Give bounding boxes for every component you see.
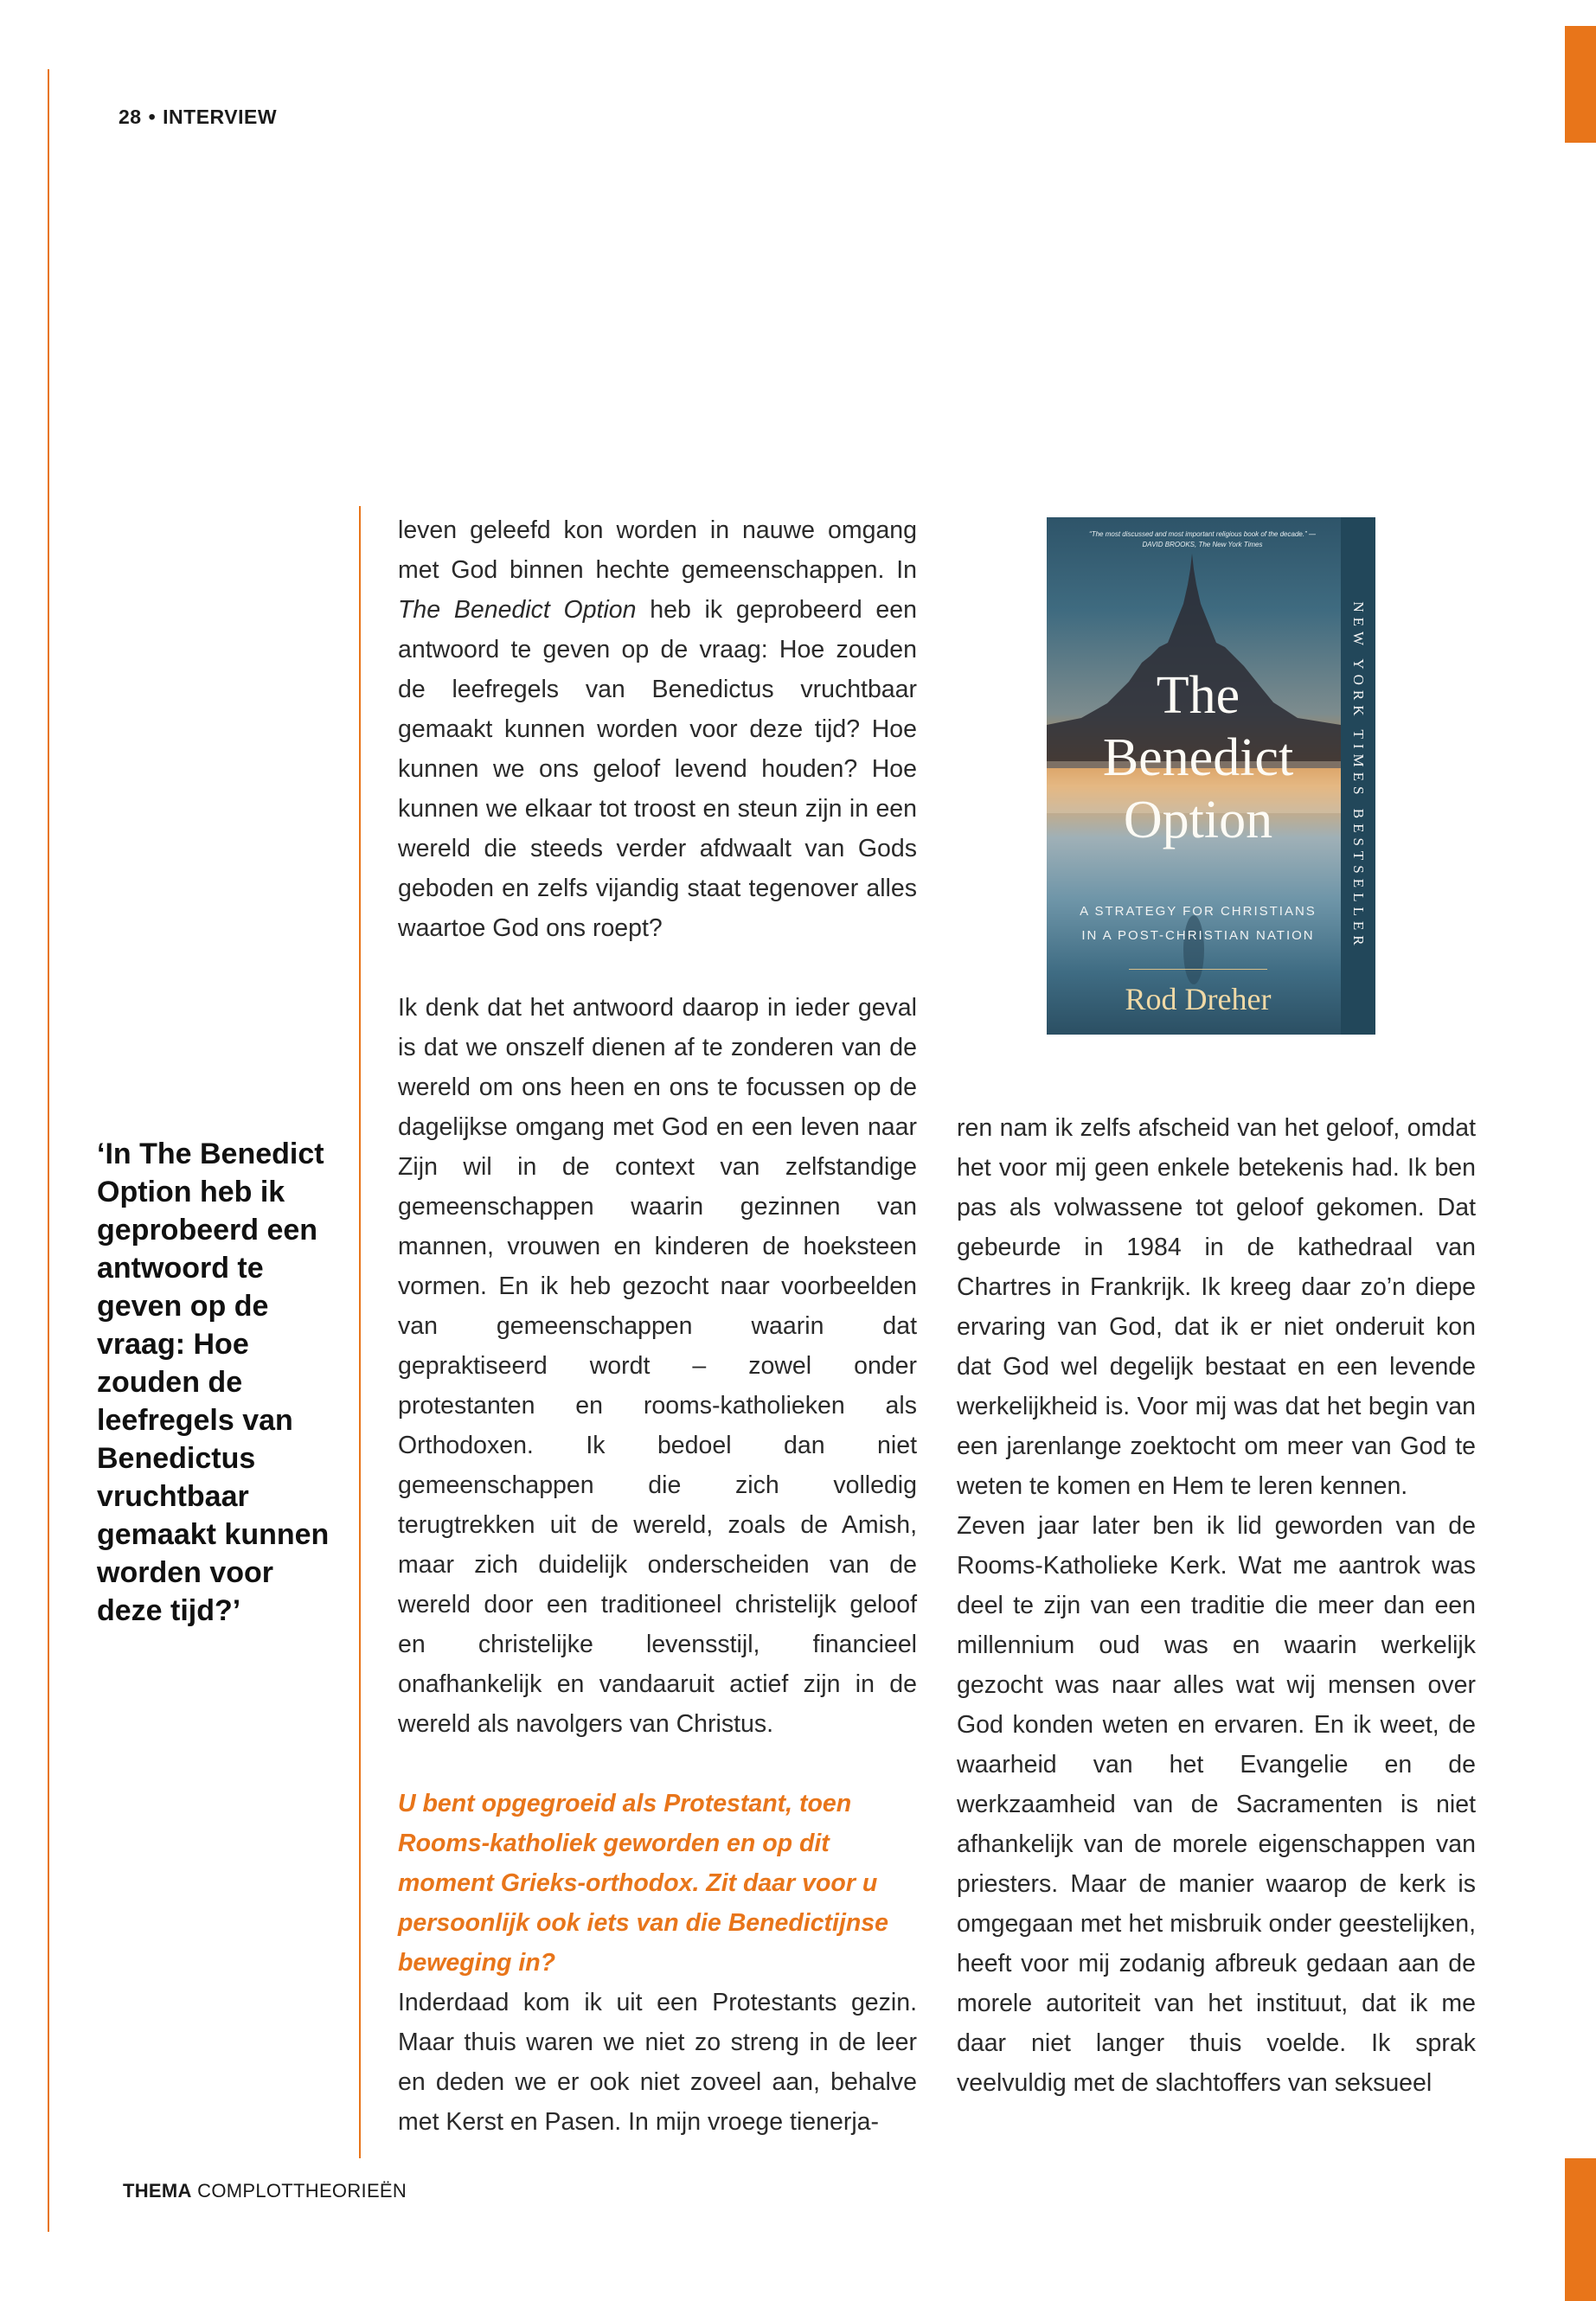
section-label: INTERVIEW (163, 106, 278, 128)
paragraph-answer: Ik denk dat het antwoord daarop in ieder geval is dat we onszelf dienen af te zonderen van de wereld om ons heen en ons te focussen op de dagelijkse omgang met God en een leven naar Zijn wil in de context van zelfstandige gemeenschappen waarin gezinnen van mannen, vrouwen en kinderen de hoeksteen vormen. En ik heb gezocht naar voorbeelden van gemeenschappen waarin dat gepraktiseerd wordt – zowel onder protestanten en rooms-katholieken als Orthodoxen. Ik bedoel dan niet gemeenschappen die zich volledig terugtrekken uit de wereld, zoals de Amish, maar zich duidelijk onderscheiden van de wereld door een traditioneel christelijk geloof en christelijke levensstijl, financieel onafhankelijk en vandaaruit actief zijn in de wereld als navolgers van Christus. (398, 994, 917, 1738)
header-separator: • (148, 106, 157, 128)
cover-title (1047, 664, 1349, 851)
cover-subtitle-line: IN A POST-CHRISTIAN NATION (1081, 928, 1315, 943)
book-cover-image (1047, 517, 1375, 1035)
cover-author: Rod Dreher (1125, 982, 1272, 1016)
cover-title-line: Benedict (1102, 728, 1294, 787)
article-column-1 (398, 510, 917, 2142)
pull-quote: ‘In The Benedict Option heb ik geprobeerd een antwoord te geven op de vraag: Hoe zouden de leefregels van Benedictus vruchtbaar gemaakt kunnen worden voor deze tijd?’ (97, 1138, 330, 1627)
paragraph-text: leven geleefd kon worden in nauwe omgang met God binnen hechte gemeenschappen. In (398, 516, 917, 584)
cover-title-line: The (1156, 666, 1240, 725)
page-margin-rule (48, 69, 49, 2232)
book-title-reference: The Benedict Option (398, 596, 637, 624)
cover-subtitle-line: A STRATEGY FOR CHRISTIANS (1080, 904, 1317, 919)
accent-tab-top (1565, 26, 1596, 143)
column-divider-rule (359, 506, 361, 2158)
cover-blurb: “The most discussed and most important religious book of the decade.” —DAVID BROOKS, The New York Times (1089, 530, 1316, 548)
cover-spine-text: NEW YORK TIMES BESTSELLER (1350, 601, 1367, 951)
paragraph-continued-2: Zeven jaar later ben ik lid geworden van de Rooms-Katholieke Kerk. Wat me aantrok was deel te zijn van een traditie die meer dan een millennium oud was en waarin werkelijk gezocht was naar alles wat wij mensen over God konden weten en ervaren. En ik weet, de waarheid van het Evangelie en de werkzaamheid van de Sacramenten is niet afhankelijk van de morele eigenschappen van priesters. Maar de manier waarop de kerk is omgegaan met het misbruik onder geestelijken, heeft voor mij zodanig afbreuk gedaan aan de morele autoriteit van het instituut, dat ik me daar niet langer thuis voelde. Ik sprak veelvuldig met de slachtoffers van seksueel (957, 1512, 1476, 2097)
paragraph-continued: ren nam ik zelfs afscheid van het geloof, omdat het voor mij geen enkele betekenis had. Ik ben pas als volwassene tot geloof gekomen. Dat gebeurde in 1984 in de kathedraal van Chartres in Frankrijk. Ik kreeg daar zo’n diepe ervaring van God, dat ik er niet onderuit kon dat God wel degelijk bestaat en een levende werkelijkheid is. Voor mij was dat het begin van een jarenlange zoektocht om meer van God te weten te komen en Hem te leren kennen. (957, 1114, 1476, 1500)
cover-subtitle (1047, 900, 1349, 948)
footer-brand: THEMA (123, 2180, 192, 2202)
interview-question: U bent opgegroeid als Protestant, toen Rooms-katholiek geworden en op dit moment Grieks-orthodox. Zit daar voor u persoonlijk ook iets van die Benedictijnse beweging in? (398, 1790, 888, 1977)
footer-topic: COMPLOTTHEORIEËN (197, 2180, 407, 2202)
paragraph-intro (398, 510, 917, 948)
accent-tab-bottom (1565, 2158, 1596, 2301)
cover-divider (1129, 969, 1267, 970)
page-header (119, 106, 277, 129)
article-column-2 (957, 1108, 1476, 2103)
page-number: 28 (119, 106, 142, 128)
page-footer (123, 2180, 407, 2202)
cover-title-line: Option (1123, 791, 1273, 849)
paragraph-answer-2: Inderdaad kom ik uit een Protestants gezin. Maar thuis waren we niet zo streng in de leer en deden we er ook niet zoveel aan, behalve met Kerst en Pasen. In mijn vroege tienerja- (398, 1989, 917, 2136)
paragraph-text: heb ik geprobeerd een antwoord te geven op de vraag: Hoe zouden de leefregels van Benedictus vruchtbaar gemaakt kunnen worden voor deze tijd? Hoe kunnen we ons geloof levend houden? Hoe kunnen we elkaar tot troost en steun zijn in een wereld die steeds verder afdwaalt van Gods geboden en zelfs vijandig staat tegenover alles waartoe God ons roept? (398, 596, 917, 942)
